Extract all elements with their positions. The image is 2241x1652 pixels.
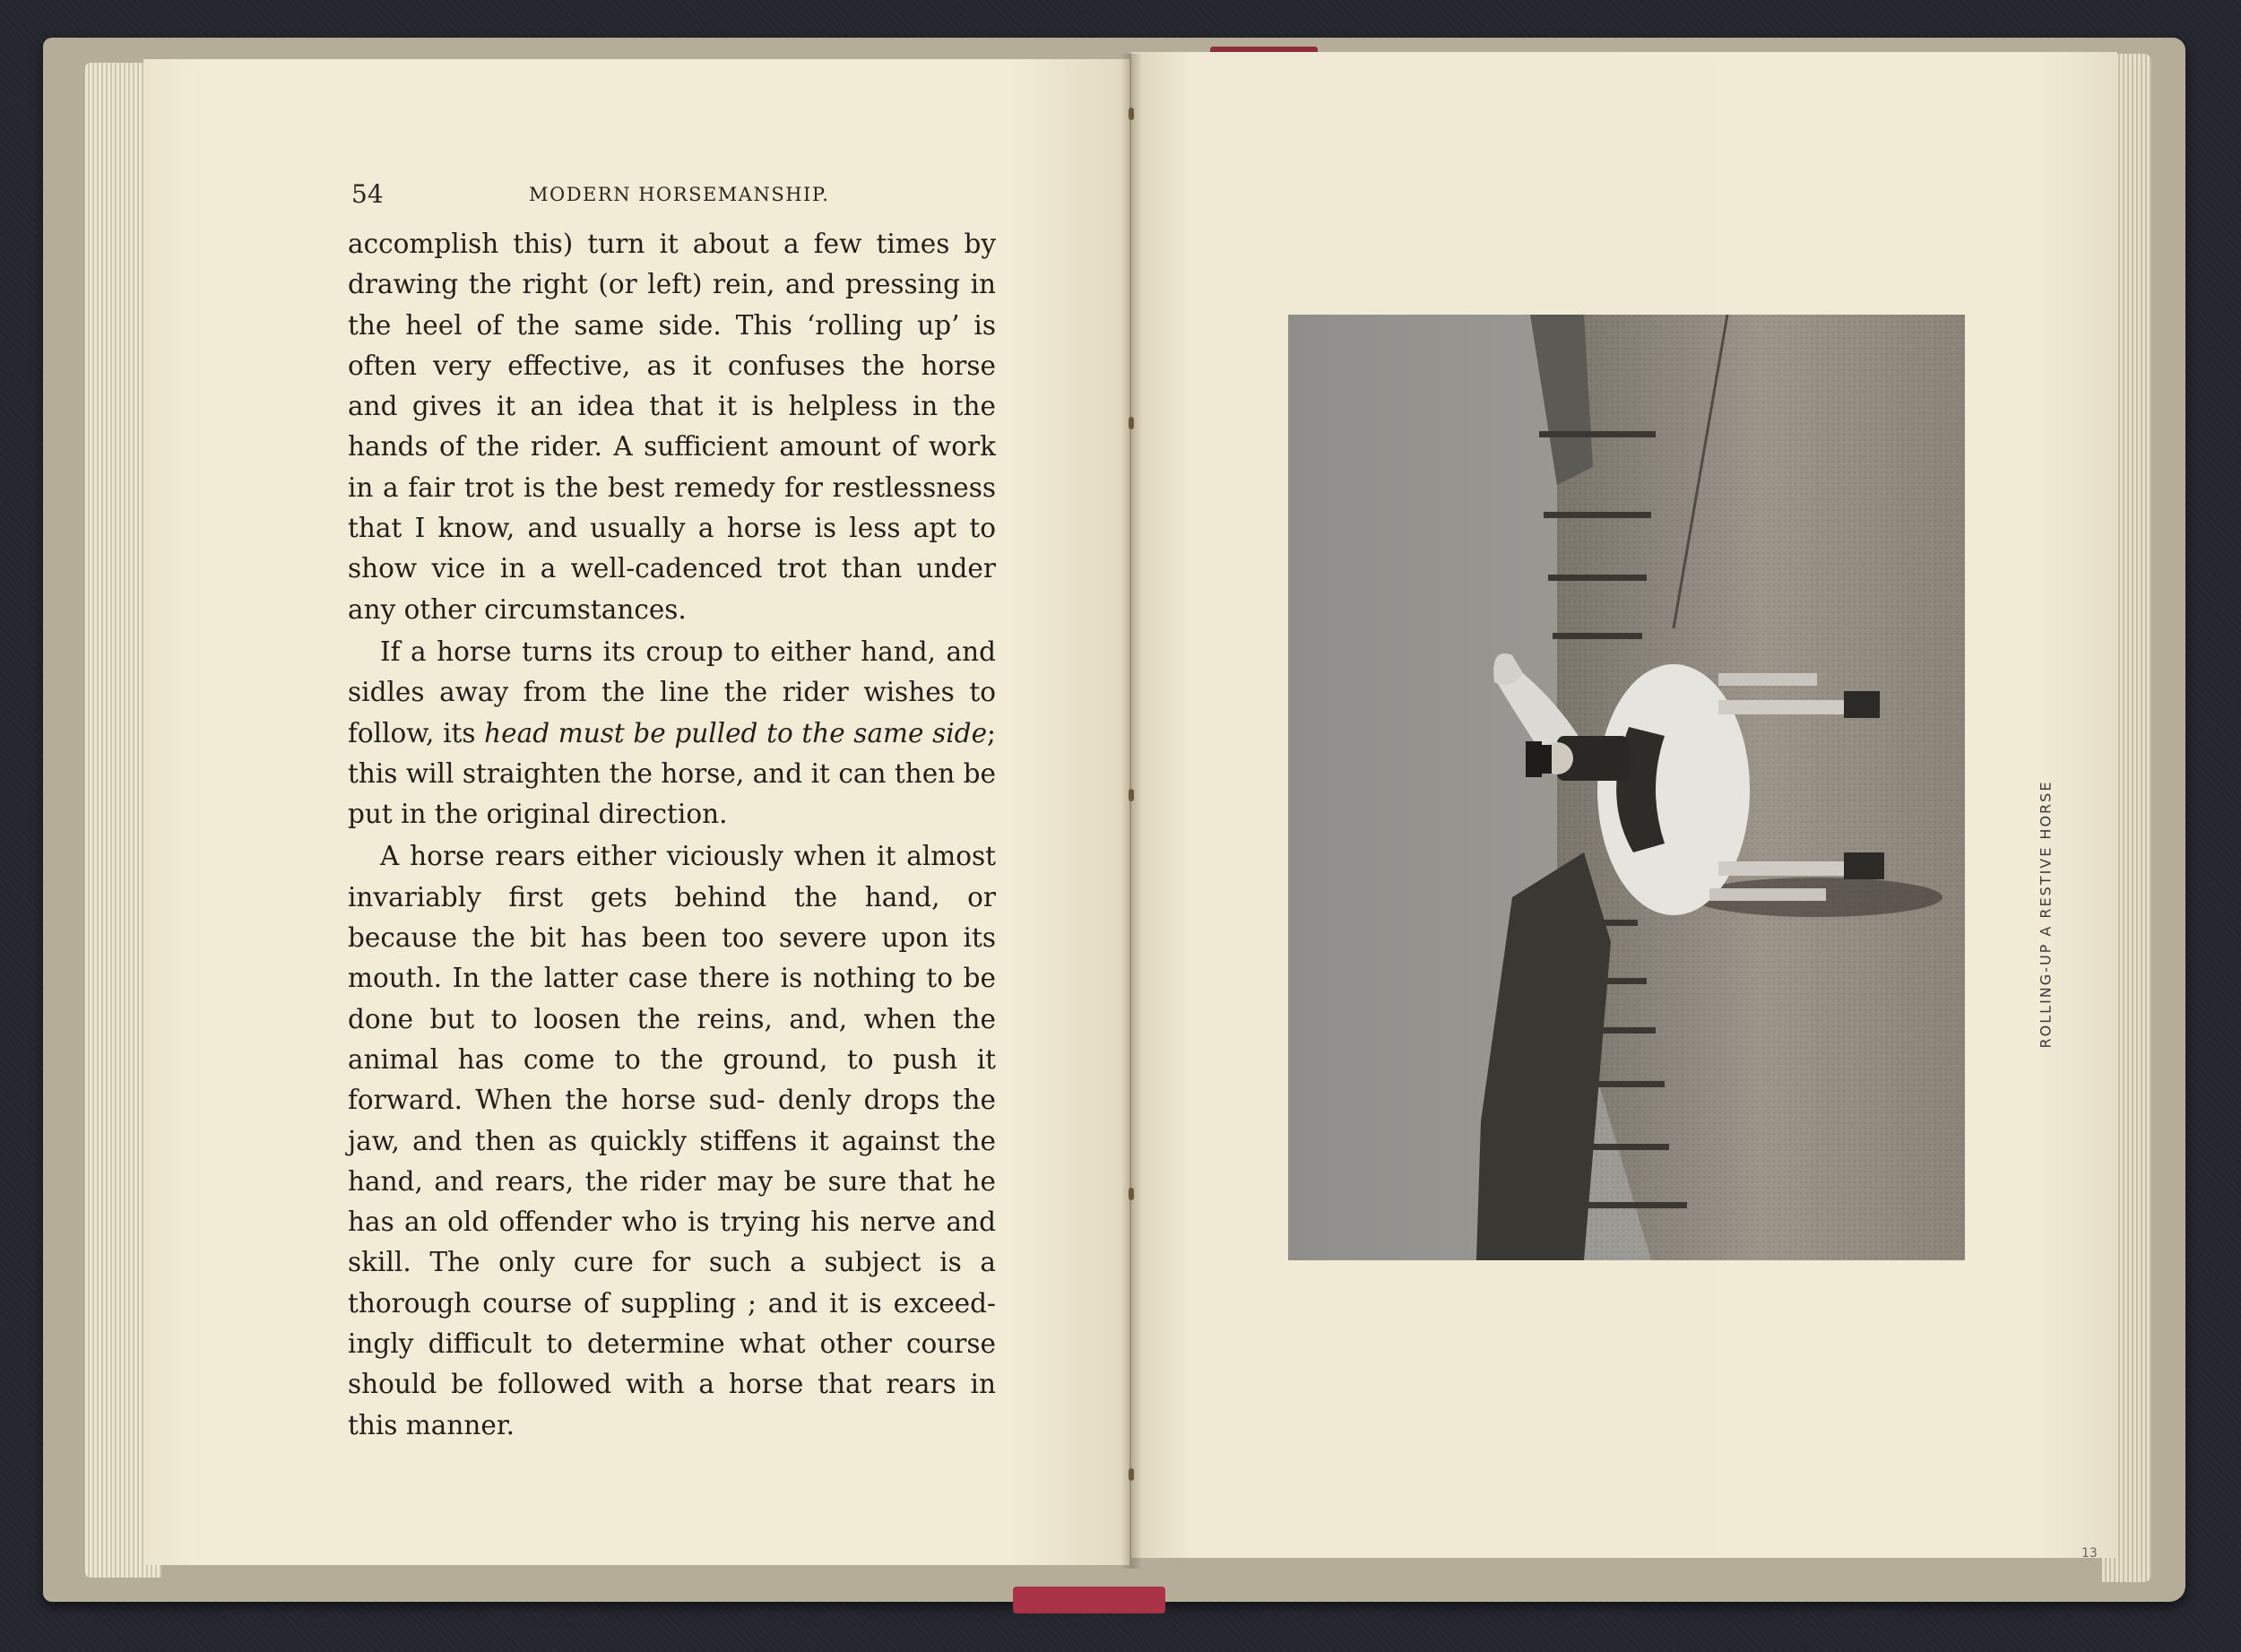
text-line: denly drops the jaw, and then as quickly stiffens [348,1085,996,1156]
text-line: its [443,717,485,748]
headband-bottom [1013,1587,1165,1613]
text-line: accomplish this) turn it about a few times by [348,229,996,259]
text-line: ingly difficult to determine what other course should [348,1328,996,1400]
binding-stitch [1129,1188,1134,1200]
text-line: straighten the horse, and it can then be put in the [348,757,996,830]
text-line: sidles away from the line the rider wishes to follow, [348,677,996,748]
text-line: an idea that it is helpless in the hands of the rider. [348,391,996,463]
body-text [348,224,996,1446]
text-line: original direction. [486,799,728,830]
text-line: sure that he has an old offender who is trying his [348,1165,996,1238]
paragraph-1 [348,224,996,630]
text-line: remedy for restlessness that I know, and usually a [348,471,996,544]
text-line: invariably first gets behind the hand, or because [348,881,996,954]
text-line: ; this will [348,717,996,789]
text-line: be followed with a horse that rears in this manner. [348,1369,996,1440]
plate-photograph [1288,315,1965,1260]
running-head [351,179,997,215]
photo-illustration [1288,315,1965,1260]
text-line: nerve and skill. The only cure for such a subject [348,1207,997,1278]
binding-stitch [1129,789,1134,801]
text-line: horse is less apt to show vice in a well-cadenced [348,513,996,584]
text-line: the bit has been too severe upon its mouth. In the [348,922,996,994]
book-gutter [1120,54,1142,1569]
text-line: If a horse turns its croup to either hand, and [380,636,996,667]
paragraph-3 [348,836,996,1445]
text-line: is a thorough course of suppling ; and it is exceed- [348,1247,996,1319]
text-line: the reins, and, when the animal has come to the [348,1003,997,1075]
text-line: very effective, as it confuses the horse and gives it [348,350,996,422]
text-line: A sufficient amount of work in a fair trot is the best [348,431,996,503]
text-line: heel of the same side. This ‘rolling up’ is often [348,309,996,381]
binding-stitch [1129,1468,1134,1481]
page-number: 54 [351,179,384,209]
text-line: drawing the right (or left) rein, and pressing in the [348,269,996,341]
text-line: ground, to push it forward. When the horse sud- [348,1043,996,1116]
text-line: it against the hand, and rears, the rider may be [348,1125,996,1197]
corner-mark: 13 [2081,1546,2098,1561]
binding-stitch [1129,417,1134,429]
text-line: A horse rears either viciously when it almost [380,841,996,872]
binding-stitch [1129,108,1134,120]
paragraph-2 [348,632,996,835]
text-line: trot than under any other circumstances. [348,553,996,625]
running-title: MODERN HORSEMANSHIP. [529,184,830,205]
text-line: latter case there is nothing to be done but to loosen [348,963,996,1034]
plate-caption-text: ROLLING-UP A RESTIVE HORSE [2037,780,2055,1049]
italic-phrase: head must be pulled to the same side [484,717,988,748]
